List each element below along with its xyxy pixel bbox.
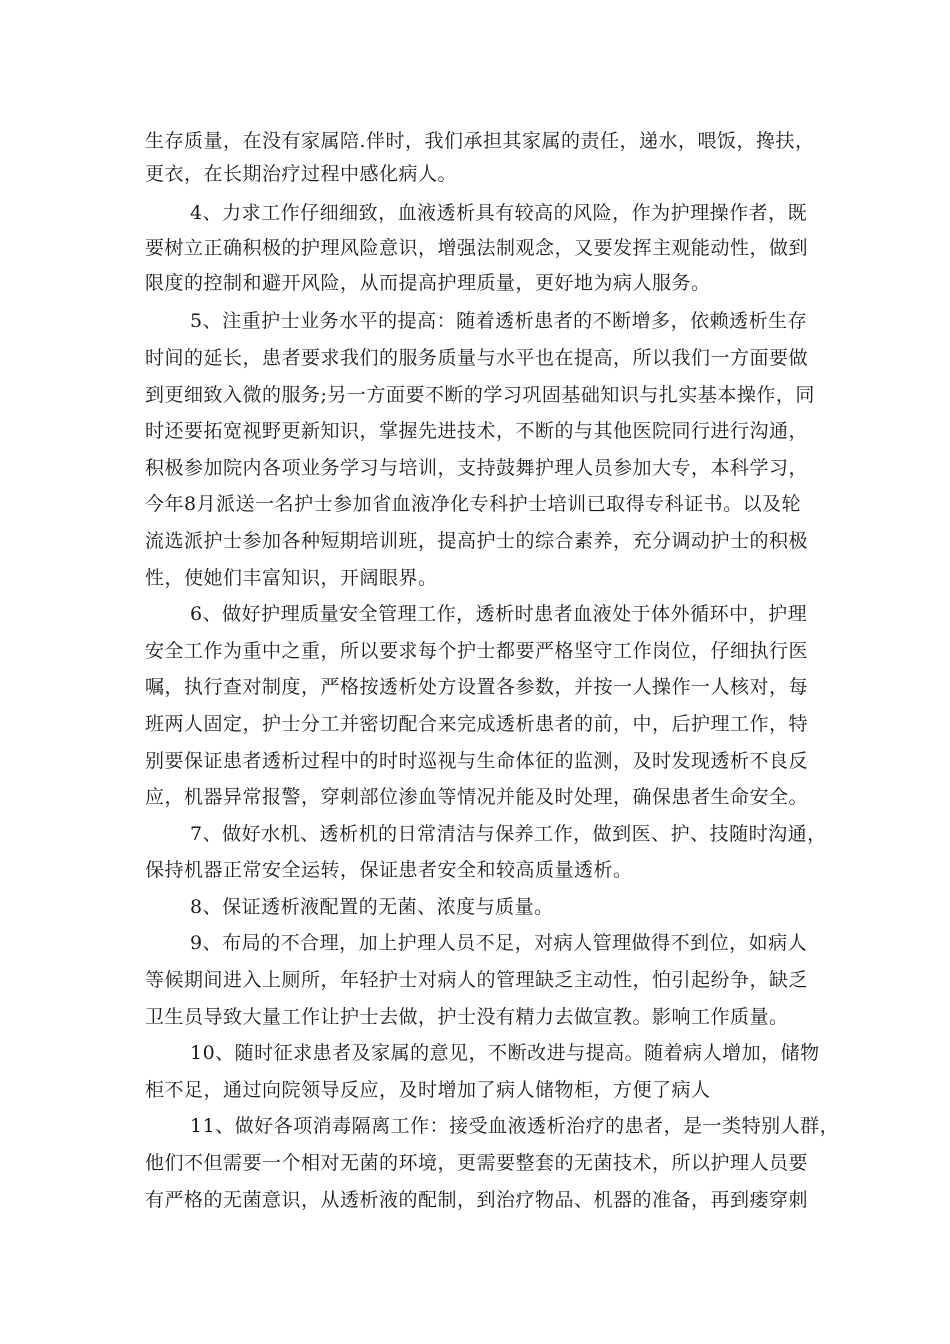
text-line: 柜不足，通过向院领导反应，及时增加了病人储物柜，方便了病人 — [145, 1079, 711, 1101]
paragraph-4-start: 4、力求工作仔细细致，血液透析具有较高的风险，作为护理操作者，既 — [190, 202, 808, 224]
paragraph-11-start: 11、做好各项消毒隔离工作：接受血液透析治疗的患者，是一类特别人群， — [190, 1115, 840, 1137]
text-line: 要树立正确积极的护理风险意识，增强法制观念，又要发挥主观能动性，做到 — [145, 237, 809, 259]
text-line: 保持机器正常安全运转，保证患者安全和较高质量透析。 — [145, 859, 633, 881]
text-line: 别要保证患者透析过程中的时时巡视与生命体征的监测，及时发现透析不良反 — [145, 750, 809, 772]
text-line: 生存质量，在没有家属陪.伴时，我们承担其家属的责任，递水，喂饭，搀扶， — [145, 130, 815, 152]
paragraph-9-start: 9、布局的不合理，加上护理人员不足，对病人管理做得不到位，如病人 — [190, 932, 808, 954]
text-line: 有严格的无菌意识，从透析液的配制，到治疗物品、机器的准备，再到瘘穿刺 — [145, 1189, 809, 1211]
paragraph-10-start: 10、随时征求患者及家属的意见，不断改进与提高。随着病人增加，储物 — [190, 1042, 820, 1064]
text-line: 积极参加院内各项业务学习与培训，支持鼓舞护理人员参加大专，本科学习， — [145, 457, 809, 479]
paragraph-5-start: 5、注重护士业务水平的提高：随着透析患者的不断增多，依赖透析生存 — [190, 310, 808, 332]
text-line: 限度的控制和避开风险，从而提高护理质量，更好地为病人服务。 — [145, 272, 711, 294]
text-line: 时间的延长，患者要求我们的服务质量与水平也在提高，所以我们一方面要做 — [145, 347, 809, 369]
text-line: 等候期间进入上厕所，年轻护士对病人的管理缺乏主动性，怕引起纷争，缺乏 — [145, 969, 809, 991]
paragraph-8: 8、保证透析液配置的无菌、浓度与质量。 — [190, 896, 554, 918]
text-line: 卫生员导致大量工作让护士去做，护士没有精力去做宣教。影响工作质量。 — [145, 1006, 789, 1028]
text-line: 流选派护士参加各种短期培训班，提高护士的综合素养，充分调动护士的积极 — [145, 530, 809, 552]
text-line: 安全工作为重中之重，所以要求每个护士都要严格坚守工作岗位，仔细执行医 — [145, 640, 809, 662]
text-line: 时还要拓宽视野更新知识，掌握先进技术，不断的与其他医院同行进行沟通， — [145, 420, 809, 442]
text-line: 今年8月派送一名护士参加省血液净化专科护士培训已取得专科证书。以及轮 — [145, 493, 802, 515]
paragraph-6-start: 6、做好护理质量安全管理工作，透析时患者血液处于体外循环中，护理 — [190, 603, 808, 625]
text-line: 班两人固定，护士分工并密切配合来完成透析患者的前，中，后护理工作，特 — [145, 713, 809, 735]
text-line: 性，使她们丰富知识，开阔眼界。 — [145, 567, 438, 589]
text-line: 更衣，在长期治疗过程中感化病人。 — [145, 163, 458, 185]
text-line: 他们不但需要一个相对无菌的环境，更需要整套的无菌技术，所以护理人员要 — [145, 1152, 809, 1174]
paragraph-7-start: 7、做好水机、透析机的日常清洁与保养工作，做到医、护、技随时沟通， — [190, 823, 827, 845]
text-line: 应，机器异常报警，穿刺部位渗血等情况并能及时处理，确保患者生命安全。 — [145, 786, 809, 808]
text-line: 到更细致入微的服务;另一方面要不断的学习巩固基础知识与扎实基本操作，同 — [145, 384, 815, 406]
text-line: 嘱，执行查对制度，严格按透析处方设置各参数，并按一人操作一人核对，每 — [145, 676, 809, 698]
